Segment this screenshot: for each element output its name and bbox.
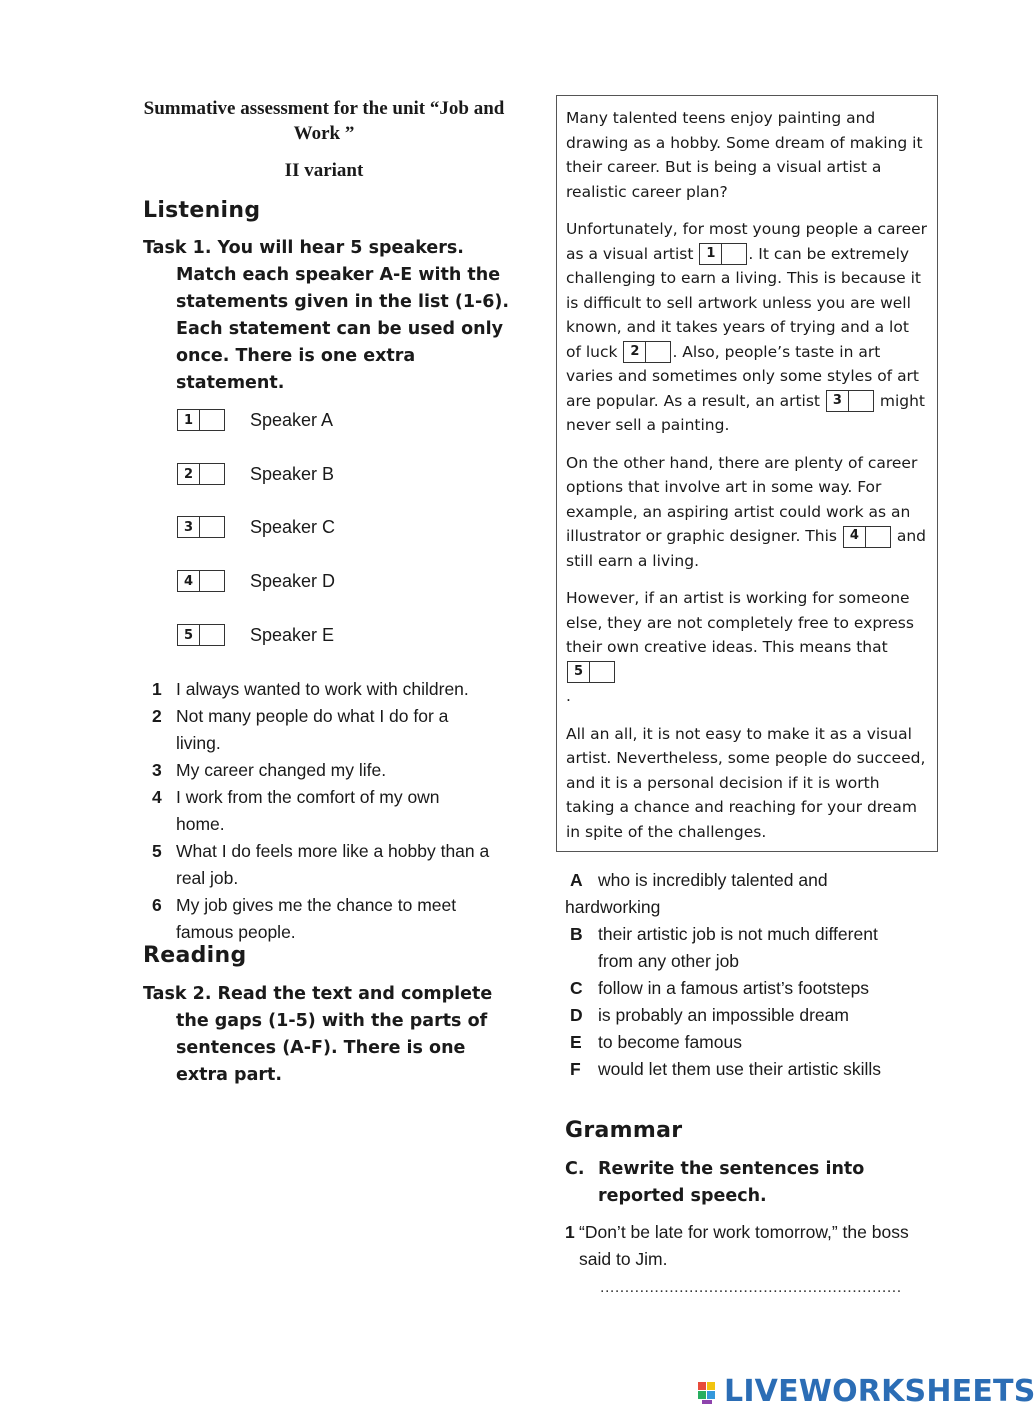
list-item: D is probably an impossible dream — [570, 1005, 849, 1025]
logo-icon — [698, 1374, 722, 1410]
speaker-row — [177, 461, 477, 487]
grammar-task-label: C. — [565, 1159, 585, 1179]
options-list — [565, 867, 910, 1083]
speaker-row — [177, 622, 477, 648]
gap-box[interactable]: 3 — [826, 390, 874, 412]
document-title: Summative assessment for the unit “Job and Work ” — [143, 98, 505, 144]
gap-box[interactable]: 5 — [567, 661, 615, 683]
reading-paragraph: All an all, it is not easy to make it as a visual artist. Nevertheless, some people do succeed, and it is a personal decision if it is worth taking a chance and reaching for your dream in spite of the challenges. — [566, 724, 926, 841]
list-item: 6 My job gives me the chance to meet famous people. — [152, 895, 457, 942]
reading-paragraph: On the other hand, there are plenty of career options that involve art in some way. For example, an aspiring artist could work as an illustrator or graphic designer. This 4 and still earn a living. — [566, 453, 927, 570]
gap-box[interactable]: 4 — [843, 526, 891, 548]
speaker-row — [177, 514, 477, 540]
list-item: B their artistic job is not much different from any other job — [570, 924, 878, 971]
reading-heading: Reading — [143, 943, 247, 968]
list-item: A who is incredibly talented and hardworking — [565, 870, 828, 917]
reading-paragraph: However, if an artist is working for someone else, they are not completely free to express their own creative ideas. This means that 5 . — [566, 589, 914, 705]
gap-box[interactable]: 1 — [699, 243, 747, 265]
speaker-label: Speaker A — [250, 409, 334, 430]
list-item: 2 Not many people do what I do for a living. — [152, 706, 449, 753]
reading-task-instructions: the gaps (1-5) with the parts of sentences (A-F). There is one extra part. — [176, 1011, 488, 1085]
reading-text-box — [556, 95, 938, 852]
listening-heading: Listening — [143, 198, 261, 223]
speaker-label: Speaker B — [250, 463, 335, 484]
grammar-items — [565, 1219, 910, 1273]
speaker-label: Speaker E — [250, 624, 335, 645]
liveworksheets-logo — [698, 1374, 1036, 1410]
grammar-task — [565, 1156, 905, 1210]
speaker-row — [177, 568, 477, 594]
speaker-label: Speaker D — [250, 570, 336, 591]
listening-task — [143, 235, 513, 397]
logo-text: LIVEWORKSHEETS — [724, 1374, 1036, 1409]
list-item: 5 What I do feels more like a hobby than a real job. — [152, 841, 490, 888]
list-item: 3 My career changed my life. — [152, 760, 387, 780]
list-item: C follow in a famous artist’s footsteps — [570, 978, 870, 998]
statement-list — [143, 676, 493, 946]
answer-box[interactable]: 4 — [177, 570, 225, 592]
grammar-task-instructions: Rewrite the sentences into reported speech. — [598, 1159, 865, 1206]
answer-box[interactable]: 2 — [177, 463, 225, 485]
list-item: E to become famous — [570, 1032, 742, 1052]
reading-task-first-line: Task 2. Read the text and complete — [143, 984, 493, 1004]
reading-task — [143, 981, 513, 1089]
listening-task-first-line: Task 1. You will hear 5 speakers. — [143, 238, 464, 258]
reading-paragraph: Many talented teens enjoy painting and drawing as a hobby. Some dream of making it their career. But is being a visual artist a realistic career plan? — [566, 109, 923, 201]
reading-paragraph: Unfortunately, for most young people a career as a visual artist 1 . It can be extremely challenging to earn a living. This is because it is difficult to sell artwork unless you are well known, and it takes years of trying and a lot of luck 2 . Also, people’s taste in art varies and sometimes only some styles of art are popular. As a result, an artist 3 might never sell a painting. — [566, 220, 928, 434]
list-item: 1 “Don’t be late for work tomorrow,” the boss said to Jim. — [565, 1222, 909, 1269]
list-item: 4 I work from the comfort of my own home. — [152, 787, 440, 834]
answer-box[interactable]: 1 — [177, 409, 225, 431]
speaker-label: Speaker C — [250, 516, 336, 537]
speaker-row — [177, 407, 477, 433]
grammar-heading: Grammar — [565, 1118, 683, 1143]
answer-box[interactable]: 5 — [177, 624, 225, 646]
answer-line[interactable]: ............................................................. — [600, 1279, 902, 1296]
document-variant: II variant — [284, 160, 364, 181]
gap-box[interactable]: 2 — [623, 341, 671, 363]
list-item: F would let them use their artistic skills — [570, 1059, 882, 1079]
listening-task-instructions: Match each speaker A-E with the statements given in the list (1-6). Each statement can be used only once. There is one extra statement. — [176, 265, 510, 393]
list-item: 1 I always wanted to work with children. — [152, 679, 469, 699]
answer-box[interactable]: 3 — [177, 516, 225, 538]
